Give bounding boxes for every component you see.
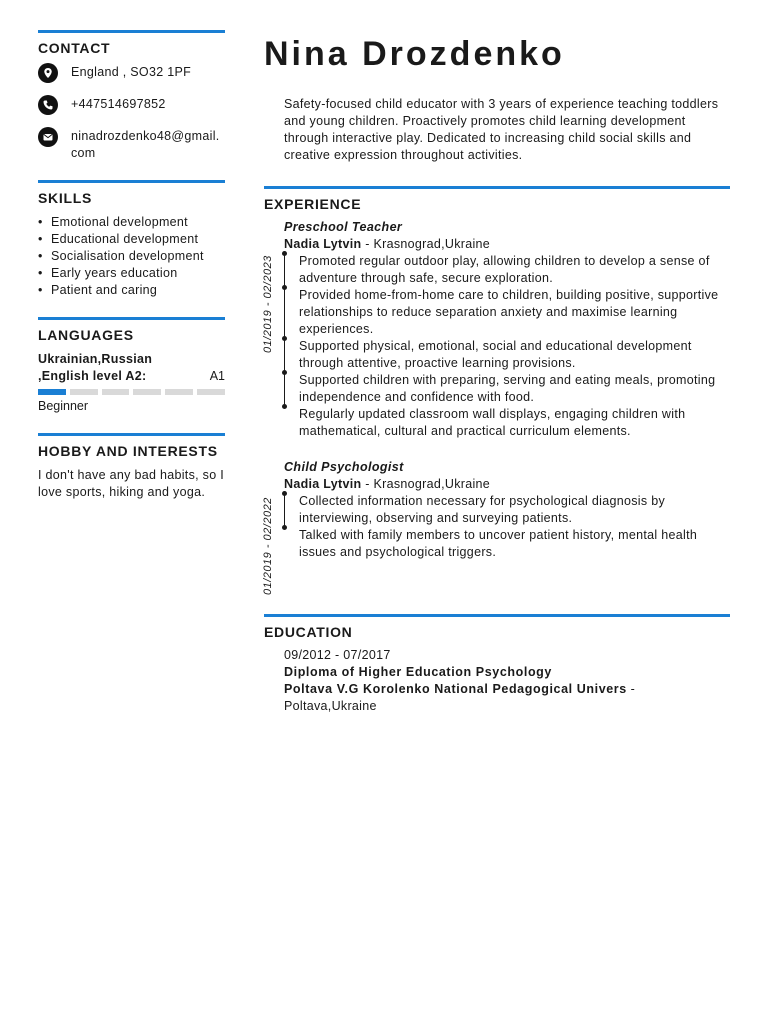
experience-heading: EXPERIENCE (264, 196, 362, 212)
contact-heading: CONTACT (38, 40, 111, 56)
skills-list (38, 214, 225, 299)
timeline-dot (282, 525, 287, 530)
languages-heading: LANGUAGES (38, 327, 134, 343)
profile-summary: Safety-focused child educator with 3 years of experience teaching toddlers and young children. Proactively promotes child learning development through interactive play. Dedicated to increasing child social skills and creative expression throughout activities. (284, 97, 719, 162)
timeline-dot (282, 370, 287, 375)
skill-item: • Educational development (38, 231, 225, 248)
education-degree: Diploma of Higher Education Psychology (284, 665, 552, 679)
job-title: Preschool Teacher (284, 220, 403, 234)
job-bullet: Supported physical, emotional, social and educational development through attentive, proactive learning provisions. (299, 339, 692, 370)
job-bullet: Regularly updated classroom wall displays, engaging children with mathematical, cultural and practical curriculum elements. (299, 407, 686, 438)
job-entry (264, 459, 730, 614)
language-name-line2: ,English level A2: (38, 369, 147, 383)
contact-section (38, 30, 225, 162)
education-heading: EDUCATION (264, 624, 353, 640)
timeline-line (284, 253, 285, 406)
job-dates: 01/2019 - 02/2022 (262, 497, 274, 595)
language-level: A1 (209, 369, 225, 383)
experience-section (264, 186, 730, 614)
job-bullet: Collected information necessary for psychological diagnosis by interviewing, observing and surveying patients. (299, 494, 665, 525)
timeline-dot (282, 491, 287, 496)
language-level-segment (133, 389, 161, 395)
contact-email (38, 128, 225, 162)
skills-heading: SKILLS (38, 190, 92, 206)
job-employer-line: Nadia Lytvin - Krasnograd,Ukraine (284, 237, 491, 251)
phone-text[interactable]: +447514697852 (71, 97, 166, 111)
job-bullet: Promoted regular outdoor play, allowing children to develop a sense of adventure through safe, secure exploration. (299, 254, 710, 285)
candidate-name: Nina Drozdenko (264, 35, 565, 73)
skill-item: • Emotional development (38, 214, 225, 231)
job-employer: Nadia Lytvin (284, 237, 362, 251)
job-dates: 01/2019 - 02/2023 (262, 255, 274, 353)
skill-item: • Socialisation development (38, 248, 225, 265)
job-bullets (299, 253, 730, 440)
language-name-line1: Ukrainian,Russian (38, 352, 153, 366)
location-pin-icon (38, 63, 58, 83)
education-school: Poltava V.G Korolenko National Pedagogical Univers (284, 682, 627, 696)
timeline-dot (282, 404, 287, 409)
education-dates: 09/2012 - 07/2017 (284, 648, 391, 662)
skill-item: • Early years education (38, 265, 225, 282)
education-degree-line (284, 664, 730, 681)
timeline-line (284, 493, 285, 527)
timeline-dot (282, 285, 287, 290)
email-text[interactable]: ninadrozdenko48@gmail.com (71, 129, 220, 160)
contact-location (38, 64, 225, 83)
sidebar (38, 30, 225, 519)
languages-section (38, 317, 225, 415)
timeline-dot (282, 251, 287, 256)
language-level-segment (102, 389, 130, 395)
job-bullet: Supported children with preparing, serving and eating meals, promoting independence and confidence with food. (299, 373, 716, 404)
education-school-line: Poltava V.G Korolenko National Pedagogical Univers - (284, 682, 636, 696)
language-level-segment (165, 389, 193, 395)
language-level-bar (38, 389, 225, 395)
language-level-segment (197, 389, 225, 395)
job-title: Child Psychologist (284, 460, 404, 474)
location-text: England , SO32 1PF (71, 65, 192, 79)
job-employer-line: Nadia Lytvin - Krasnograd,Ukraine (284, 477, 491, 491)
hobby-text: I don't have any bad habits, so I love sports, hiking and yoga. (38, 468, 225, 499)
skills-section (38, 180, 225, 299)
job-entry (264, 219, 730, 440)
timeline-dot (282, 336, 287, 341)
education-entry (264, 647, 730, 715)
education-location: Poltava,Ukraine (284, 699, 377, 713)
hobby-section (38, 433, 225, 501)
education-section (264, 614, 730, 715)
language-level-segment (38, 389, 66, 395)
phone-icon (38, 95, 58, 115)
main-content (264, 30, 730, 715)
job-bullet: Talked with family members to uncover patient history, mental health issues and psychological triggers. (299, 528, 698, 559)
contact-phone (38, 96, 225, 115)
language-level-label: Beginner (38, 399, 89, 413)
job-location: Krasnograd,Ukraine (373, 477, 491, 491)
language-entry (38, 351, 225, 415)
job-bullet: Provided home-from-home care to children, building positive, supportive relationships to reduce separation anxiety and maximise learning experiences. (299, 288, 719, 336)
job-location: Krasnograd,Ukraine (373, 237, 491, 251)
skill-item: • Patient and caring (38, 282, 225, 299)
email-icon (38, 127, 58, 147)
job-bullets (299, 493, 730, 561)
language-level-segment (70, 389, 98, 395)
job-employer: Nadia Lytvin (284, 477, 362, 491)
hobby-heading: HOBBY AND INTERESTS (38, 443, 218, 459)
